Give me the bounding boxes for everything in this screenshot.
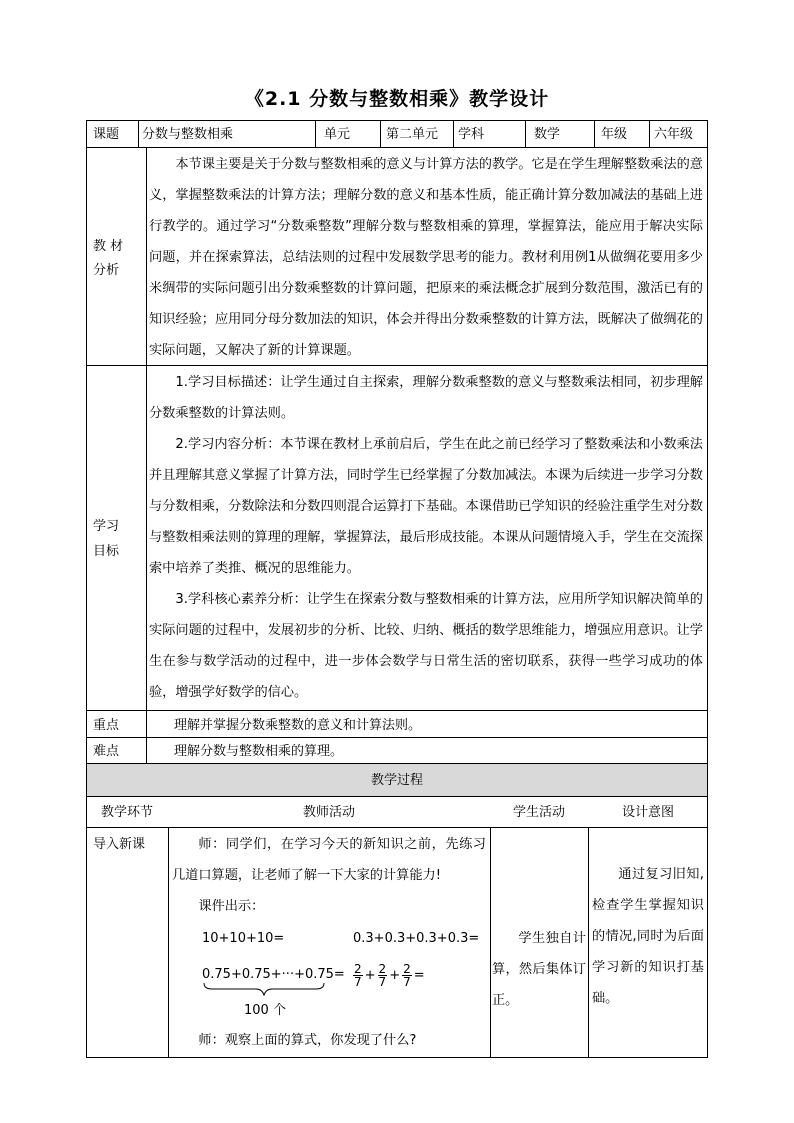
fraction-3: $\frac{2}{7}$ xyxy=(403,961,411,989)
grade-value: 六年级 xyxy=(654,127,694,142)
process-header: 教学过程 xyxy=(370,773,423,788)
fraction-2: $\frac{2}{7}$ xyxy=(378,961,387,989)
analysis-text: 本节课主要是关于分数与整数相乘的意义与计算方法的教学。它是在学生理解整数乘法的意义，掌握整数乘法的计算方法；理解分数的意义和基本性质，能正确计算分数加减法的基础上进行教学的。通过学习“分数乘整数”理解分数与整数相乘的算理，掌握算法，能应用于解决实际问题，并在探索算法，总结法则的过程中发展数学思考的能力。教材利用例1从做绸花要用多少米绸带的实际问题引出分数乘整数的计算问题，把原来的乘法概念扩展到分数范围，激活已有的知识经验；应用同分母分数加法的知识，体会并得出分数乘整数的计算方法，既解决了做绸花的实际问题，又解决了新的计算课题。 xyxy=(149,157,703,358)
unit-label: 单元 xyxy=(324,127,351,142)
key-point-text: 理解并掌握分数乘整数的意义和计算法则。 xyxy=(174,718,422,733)
col-teacher: 教师活动 xyxy=(302,805,355,820)
fraction-1: $\frac{2}{7}$ xyxy=(354,961,362,989)
topic-value: 分数与整数相乘 xyxy=(142,127,234,142)
lesson-plan-table xyxy=(86,120,708,1058)
teacher-paragraph-3: 师：观察上面的算式，你发现了什么? xyxy=(198,1033,417,1048)
design-intent: 通过复习旧知,检查学生掌握知识的情况,同时为后面学习新的知识打基础。 xyxy=(592,867,704,1006)
difficulty-text: 理解分数与整数相乘的算理。 xyxy=(174,744,344,759)
difficulty-label: 难点 xyxy=(93,744,120,759)
teacher-paragraph-1: 师：同学们，在学习今天的新知识之前，先练习几道口算题，让老师了解一下大家的计算能力! xyxy=(172,837,486,883)
expression-1: 10+10+10= xyxy=(202,931,285,946)
subject-value: 数学 xyxy=(534,127,561,142)
goals-paragraph-3: 3.学科核心素养分析：让学生在探索分数与整数相乘的计算方法，应用所学知识解决简单的实际问题的过程中，发展初步的分析、比较、归纳、概括的数学思维能力，增强应用意识。让学生在参与数学活动的过程中，进一步体会数学与日常生活的密切联系，获得一些学习成功的体验，增强学好数学的信心。 xyxy=(149,592,703,700)
brace-under-icon xyxy=(202,982,326,996)
goals-label-line1: 学习 xyxy=(93,519,120,534)
col-student: 学生活动 xyxy=(512,805,565,820)
goals-paragraph-2: 2.学习内容分析：本节课在教材上承前启后，学生在此之前已经学习了整数乘法和小数乘法并且理解其意义掌握了计算方法，同时学生已经掌握了分数加减法。本课为后续进一步学习分数与分数相乘，分数除法和分数四则混合运算打下基础。本课借助已学知识的经验注重学生对分数与整数相乘法则的算理的理解，掌握算法，最后形成技能。本课从问题情境入手，学生在交流探索中培养了类推、概况的思维能力。 xyxy=(149,437,703,576)
topic-label: 课题 xyxy=(93,127,120,142)
grade-label: 年级 xyxy=(601,127,628,142)
analysis-label-line2: 分析 xyxy=(93,263,120,278)
fraction-sum: $\frac{2}{7}$ + $\frac{2}{7}$ + $\frac{2}{7}$ = xyxy=(354,961,425,989)
expression-3: 0.75+0.75+···+0.75= xyxy=(202,967,345,982)
analysis-label-line1: 教 材 xyxy=(93,239,124,254)
goals-label-line2: 目标 xyxy=(93,544,120,559)
goals-paragraph-1: 1.学习目标描述：让学生通过自主探索，理解分数乘整数的意义与整数乘法相同，初步理解分数乘整数的计算法则。 xyxy=(149,375,703,421)
stage-name: 导入新课 xyxy=(93,837,146,852)
subject-label: 学科 xyxy=(458,127,485,142)
page-title: 《2.1 分数与整数相乘》教学设计 xyxy=(244,88,550,110)
col-intent: 设计意图 xyxy=(621,805,674,820)
student-activity: 学生独自计算，然后集体订正。 xyxy=(492,931,586,1008)
teacher-paragraph-2: 课件出示： xyxy=(198,899,265,914)
key-point-label: 重点 xyxy=(93,718,120,733)
col-stage: 教学环节 xyxy=(100,805,153,820)
expression-2: 0.3+0.3+0.3+0.3= xyxy=(353,931,480,946)
brace-label: 100 个 xyxy=(244,1003,286,1018)
unit-value: 第二单元 xyxy=(386,127,439,142)
